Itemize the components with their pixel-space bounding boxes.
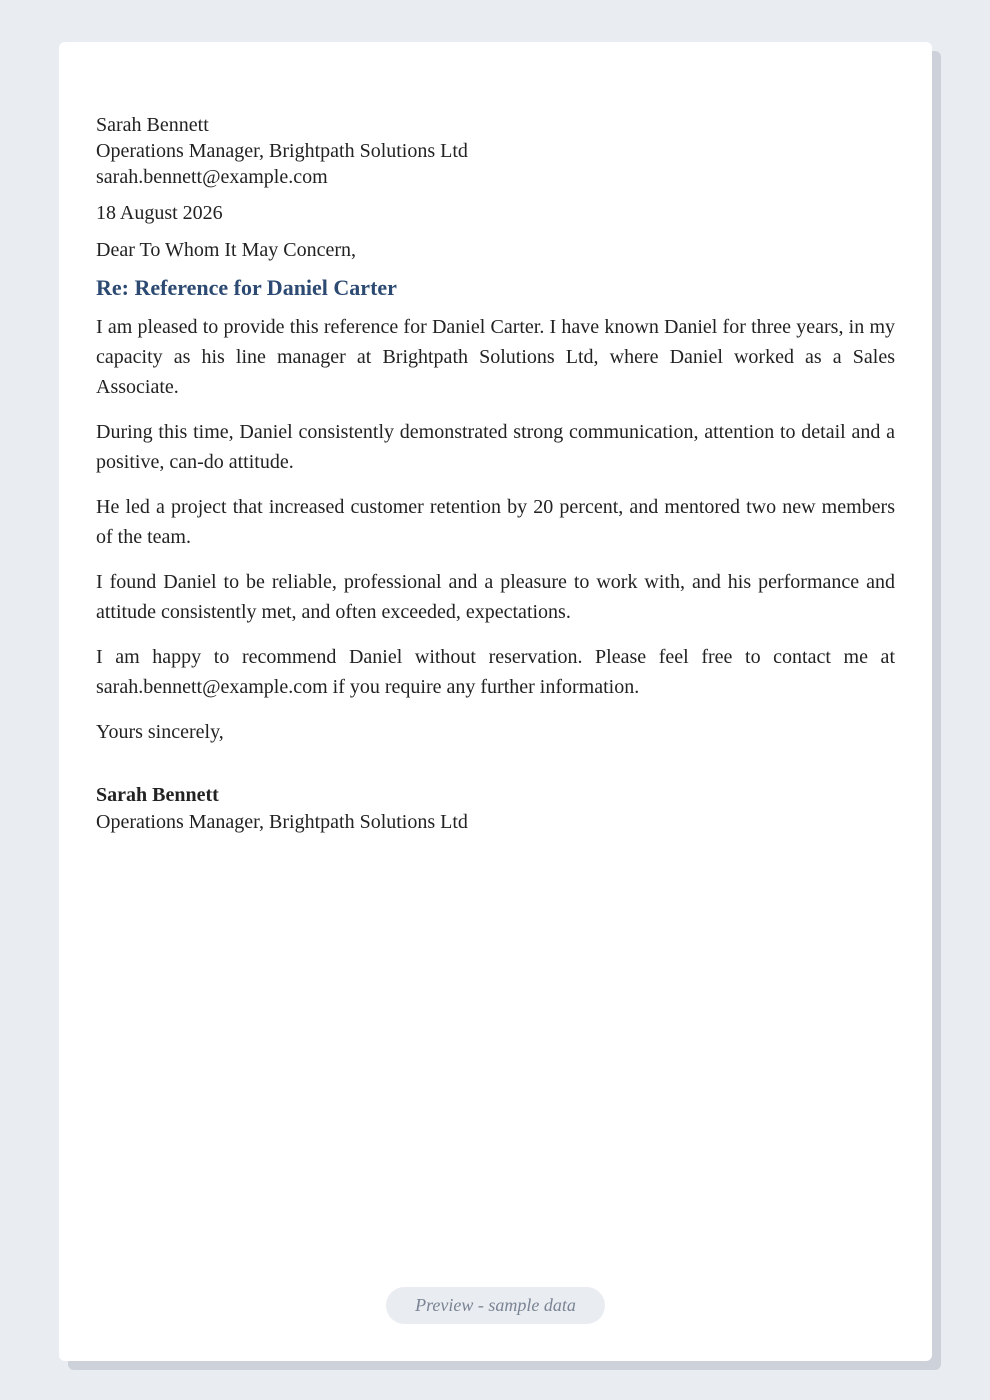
signature-title: Operations Manager, Brightpath Solutions Ltd [96, 811, 468, 833]
sender-block [96, 112, 895, 190]
signature-name: Sarah Bennett [96, 784, 219, 806]
closing: Yours sincerely, [96, 721, 224, 743]
body-paragraph: During this time, Daniel consistently demonstrated strong communication, attention to detail and a positive, can-do attitude. [96, 421, 895, 473]
letter-page [59, 42, 932, 1361]
sender-name: Sarah Bennett [96, 114, 209, 136]
sender-title: Operations Manager, Brightpath Solutions Ltd [96, 140, 468, 162]
body-paragraph: I am pleased to provide this reference for Daniel Carter. I have known Daniel for three years, in my capacity as his line manager at Brightpath Solutions Ltd, where Daniel worked as a Sales Associate. [96, 316, 895, 398]
letter-date: 18 August 2026 [96, 202, 223, 224]
sender-email: sarah.bennett@example.com [96, 166, 328, 188]
preview-badge: Preview - sample data [386, 1287, 605, 1324]
subject-line: Re: Reference for Daniel Carter [96, 275, 397, 300]
body-paragraph: He led a project that increased customer retention by 20 percent, and mentored two new members of the team. [96, 496, 895, 548]
body-paragraph: I found Daniel to be reliable, professional and a pleasure to work with, and his performance and attitude consistently met, and often exceeded, expectations. [96, 571, 895, 623]
body-paragraph: I am happy to recommend Daniel without reservation. Please feel free to contact me at sarah.bennett@example.com if you require any further information. [96, 646, 895, 698]
salutation: Dear To Whom It May Concern, [96, 239, 357, 261]
